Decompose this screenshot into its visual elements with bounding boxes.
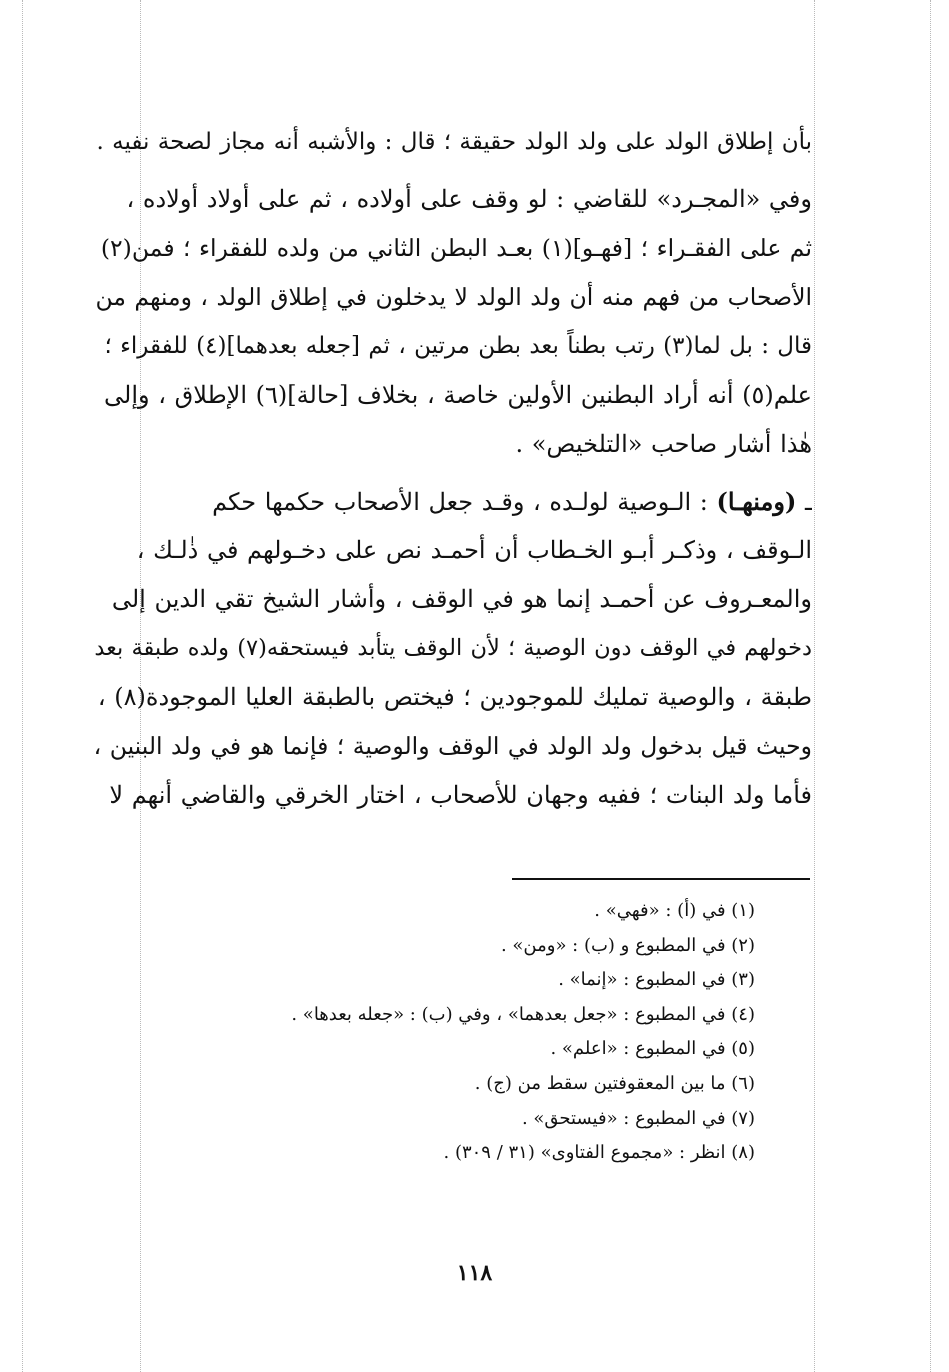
margin-guide-right-outer xyxy=(930,0,931,1372)
text-line: بأن إطلاق الولد على ولد الولد حقيقة ؛ قال : والأشبه أنه مجاز لصحة نفيه . xyxy=(96,129,812,155)
text-line: علم(٥) أنه أراد البطنين الأولين خاصة ، بخلاف [حالة](٦) الإطلاق ، وإلى xyxy=(104,381,812,409)
text-line: طبقة ، والوصية تمليك للموجودين ؛ فيختص بالطبقة العليا الموجودة(٨) ، xyxy=(97,683,812,711)
footnotes xyxy=(195,894,755,1171)
text-line: هٰذا أشار صاحب «التلخيص» . xyxy=(515,430,812,458)
margin-guide-right xyxy=(814,0,815,1372)
text-line: قال : بل لما(٣) رتب بطناً بعد بطن مرتين ، ثم [جعله بعدهما](٤) للفقراء ؛ xyxy=(104,333,812,359)
text-line: ثم على الفقـراء ؛ [فهـو](١) بعـد البطن الثاني من ولده للفقراء ؛ فمن(٢) xyxy=(100,234,812,262)
text-line: الأصحاب من فهم منه أن ولد الولد لا يدخلون في إطلاق الولد ، ومنهم من xyxy=(95,283,812,311)
footnote-separator xyxy=(512,878,810,880)
text-line: وفي «المجـرد» للقاضي : لو وقف على أولاده ، ثم على أولاد أولاده ، xyxy=(126,185,812,213)
footnote: (٦) ما بين المعقوفتين سقط من (ج) . xyxy=(474,1072,755,1094)
text-line: والمعـروف عن أحمـد إنما هو في الوقف ، وأشار الشيخ تقي الدين إلى xyxy=(111,585,812,613)
footnote: (٣) في المطبوع : «إنما» . xyxy=(558,969,755,991)
text-line: دخولهم في الوقف دون الوصية ؛ لأن الوقف يتأبد فيستحقه(٧) ولده طبقة بعد xyxy=(94,635,812,661)
paragraph-gap xyxy=(92,469,812,477)
footnote: (٨) انظر : «مجموع الفتاوى» (٣١ / ٣٠٩) . xyxy=(443,1142,755,1164)
text-line: وحيث قيل بدخول ولد الولد في الوقف والوصية ؛ فإنما هو في ولد البنين ، xyxy=(93,732,812,760)
page-number: ١١٨ xyxy=(456,1260,493,1286)
footnote: (٢) في المطبوع و (ب) : «ومن» . xyxy=(500,934,755,956)
footnote: (١) في (أ) : «فهي» . xyxy=(594,900,755,921)
main-text xyxy=(92,118,812,820)
section-marker: (ومنهـا) xyxy=(716,487,797,516)
paragraph-gap xyxy=(92,167,812,175)
footnote: (٤) في المطبوع : «جعل بعدهما» ، وفي (ب) : «جعله بعدها» . xyxy=(291,1003,755,1025)
text-line: فأما ولد البنات ؛ ففيه وجهان للأصحاب ، اختار الخرقي والقاضي أنهم لا xyxy=(109,781,812,809)
footnote: (٧) في المطبوع : «فيستحق» . xyxy=(521,1107,755,1129)
text-line: ـ (ومنهـا) : الـوصية لولـده ، وقـد جعل الأصحاب حكمها حكم xyxy=(212,487,812,516)
footnote: (٥) في المطبوع : «اعلم» . xyxy=(550,1038,755,1060)
text-line: الـوقف ، وذكـر أبـو الخـطاب أن أحمـد نص على دخـولهم في ذٰلـك ، xyxy=(136,536,812,564)
margin-guide-left-outer xyxy=(22,0,23,1372)
